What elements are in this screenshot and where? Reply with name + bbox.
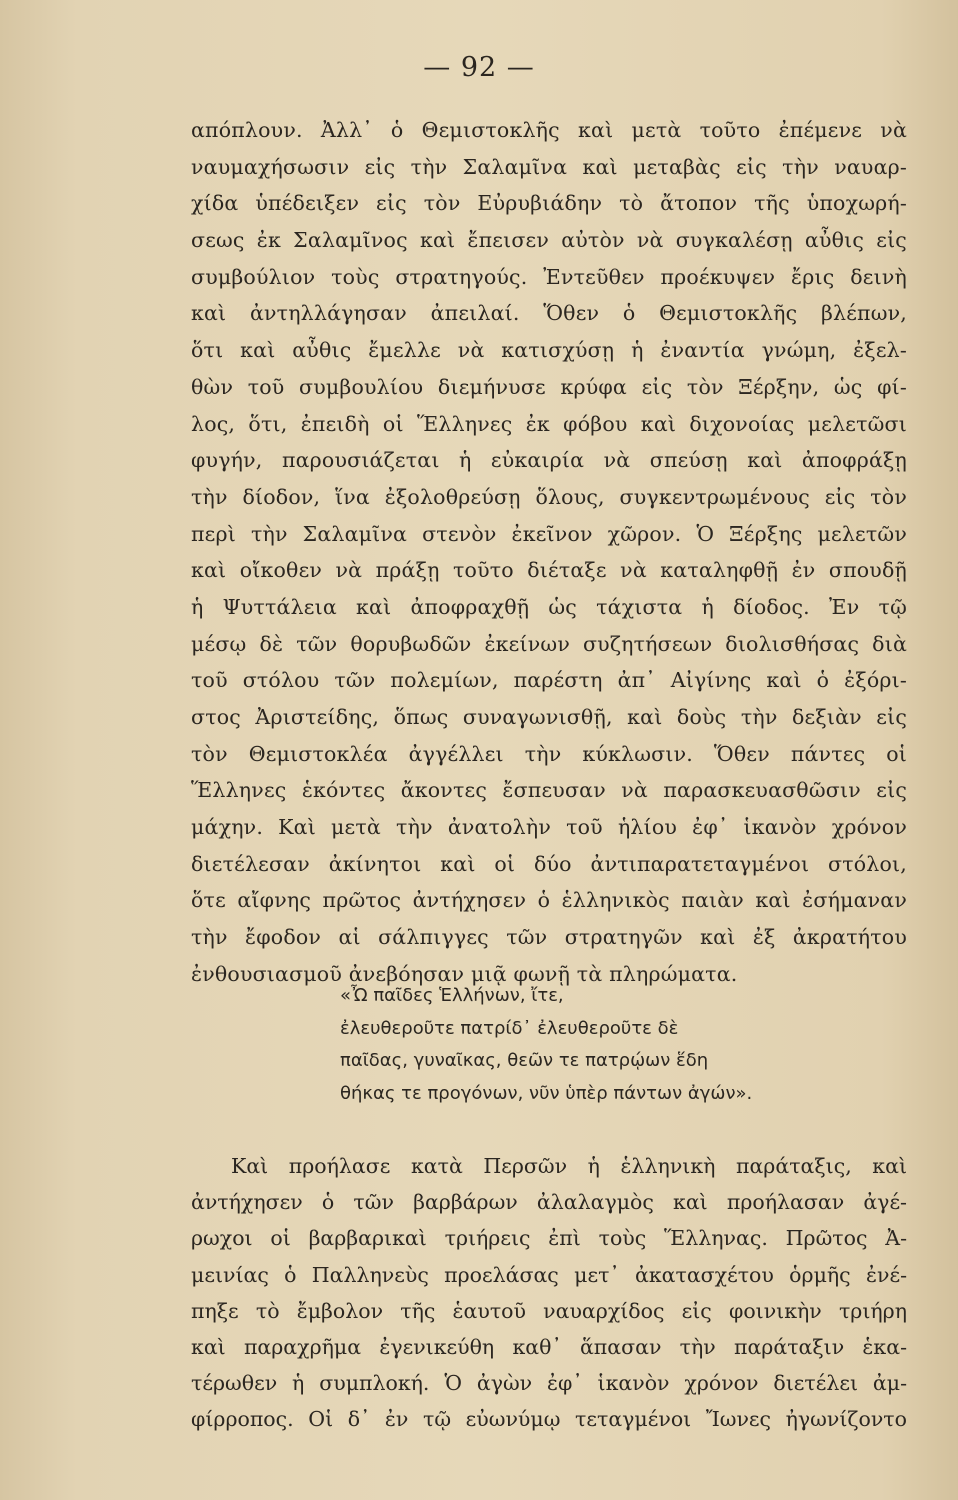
text-line: μέσῳ δὲ τῶν θορυβωδῶν ἐκείνων συζητήσεων διολισθήσας διὰ — [191, 631, 907, 656]
text-line: καὶ ἀντηλλάγησαν ἀπειλαί. Ὅθεν ὁ Θεμιστοκλῆς βλέπων, — [191, 301, 907, 326]
text-line: ἐνθουσιασμοῦ ἀνεβόησαν μιᾷ φωνῇ τὰ πληρώματα. — [191, 961, 738, 986]
text-line: καὶ παραχρῆμα ἐγενικεύθη καθ᾽ ἅπασαν τὴν παράταξιν ἑκα- — [191, 1334, 907, 1359]
text-line: διετέλεσαν ἀκίνητοι καὶ οἱ δύο ἀντιπαρατεταγμένοι στόλοι, — [191, 851, 907, 876]
text-line: θὼν τοῦ συμβουλίου διεμήνυσε κρύφα εἰς τὸν Ξέρξην, ὡς φί- — [191, 374, 907, 399]
text-line: ὅτε αἴφνης πρῶτος ἀντήχησεν ὁ ἑλληνικὸς παιὰν καὶ ἐσήμαναν — [191, 888, 907, 913]
text-line: απόπλουν. Ἀλλ᾽ ὁ Θεμιστοκλῆς καὶ μετὰ τοῦτο ἐπέμενε νὰ — [191, 118, 907, 142]
page-number: — 92 — — [423, 52, 535, 83]
text-line: Ἕλληνες ἑκόντες ἄκοντες ἔσπευσαν νὰ παρασκευασθῶσιν εἰς — [191, 778, 907, 803]
text-line: τὴν δίοδον, ἵνα ἐξολοθρεύσῃ ὅλους, συγκεντρωμένους εἰς τὸν — [191, 484, 907, 509]
text-line: λος, ὅτι, ἐπειδὴ οἱ Ἕλληνες ἐκ φόβου καὶ διχονοίας μελετῶσι — [191, 411, 907, 436]
text-line: ρωχοι οἱ βαρβαρικαὶ τριήρεις ἐπὶ τοὺς Ἕλληνας. Πρῶτος Ἀ- — [191, 1226, 907, 1251]
text-line: καὶ οἴκοθεν νὰ πράξῃ τοῦτο διέταξε νὰ καταληφθῇ ἐν σπουδῇ — [191, 558, 907, 583]
text-line: τέρωθεν ἡ συμπλοκή. Ὁ ἀγὼν ἐφ᾽ ἱκανὸν χρόνον διετέλει ἀμ- — [191, 1371, 907, 1396]
text-line: μάχην. Καὶ μετὰ τὴν ἀνατολὴν τοῦ ἡλίου ἐφ᾽ ἱκανὸν χρόνον — [191, 815, 907, 840]
text-line: τὸν Θεμιστοκλέα ἀγγέλλει τὴν κύκλωσιν. Ὅθεν πάντες οἱ — [191, 741, 907, 766]
poem-line: θήκας τε προγόνων, νῦν ὑπὲρ πάντων ἀγών». — [340, 1082, 753, 1104]
poem-line: ἐλευθεροῦτε πατρίδ᾽ ἐλευθεροῦτε δὲ — [340, 1017, 679, 1039]
text-line: σεως ἐκ Σαλαμῖνος καὶ ἔπεισεν αὐτὸν νὰ συγκαλέσῃ αὖθις εἰς — [191, 228, 907, 253]
text-line: φυγήν, παρουσιάζεται ἡ εὐκαιρία νὰ σπεύσῃ καὶ ἀποφράξῃ — [191, 448, 907, 473]
text-line: ἀντήχησεν ὁ τῶν βαρβάρων ἀλαλαγμὸς καὶ προήλασαν ἀγέ- — [191, 1190, 907, 1215]
text-line: χίδα ὑπέδειξεν εἰς τὸν Εὐρυβιάδην τὸ ἄτοπον τῆς ὑποχωρή- — [191, 191, 907, 216]
text-line: φίρροπος. Οἱ δ᾽ ἐν τῷ εὐωνύμῳ τεταγμένοι Ἴωνες ἠγωνίζοντο — [191, 1407, 907, 1432]
text-line: μεινίας ὁ Παλληνεὺς προελάσας μετ᾽ ἀκατασχέτου ὁρμῆς ἐνέ- — [191, 1262, 907, 1287]
text-line: συμβούλιον τοὺς στρατηγούς. Ἐντεῦθεν προέκυψεν ἔρις δεινὴ — [191, 264, 907, 289]
text-line: περὶ τὴν Σαλαμῖνα στενὸν ἐκεῖνον χῶρον. Ὁ Ξέρξης μελετῶν — [191, 521, 907, 546]
text-line: Καὶ προήλασε κατὰ Περσῶν ἡ ἑλληνικὴ παράταξις, καὶ — [231, 1154, 907, 1178]
poem-quote — [340, 980, 860, 1110]
text-line: πηξε τὸ ἔμβολον τῆς ἑαυτοῦ ναυαρχίδος εἰς φοινικὴν τριήρη — [191, 1298, 907, 1323]
text-line: ἡ Ψυττάλεια καὶ ἀποφραχθῇ ὡς τάχιστα ἡ δίοδος. Ἐν τῷ — [191, 594, 907, 619]
text-line: τοῦ στόλου τῶν πολεμίων, παρέστη ἀπ᾽ Αἰγίνης καὶ ὁ ἐξόρι- — [191, 668, 907, 693]
poem-line: παῖδας, γυναῖκας, θεῶν τε πατρῴων ἕδη — [340, 1050, 709, 1071]
second-paragraph — [191, 1148, 907, 1438]
text-line: στος Ἀριστείδης, ὅπως συναγωνισθῇ, καὶ δοὺς τὴν δεξιὰν εἰς — [191, 705, 907, 729]
text-line: τὴν ἔφοδον αἱ σάλπιγγες τῶν στρατηγῶν καὶ ἐξ ἀκρατήτου — [191, 925, 907, 950]
text-line: ναυμαχήσωσιν εἰς τὴν Σαλαμῖνα καὶ μεταβὰς εἰς τὴν ναυαρ- — [191, 154, 907, 179]
body-paragraph — [191, 112, 907, 993]
poem-line: «Ὦ παῖδες Ἑλλήνων, ἴτε, — [340, 985, 564, 1006]
text-line: ὅτι καὶ αὖθις ἔμελλε νὰ κατισχύσῃ ἡ ἐναντία γνώμη, ἐξελ- — [191, 338, 907, 363]
